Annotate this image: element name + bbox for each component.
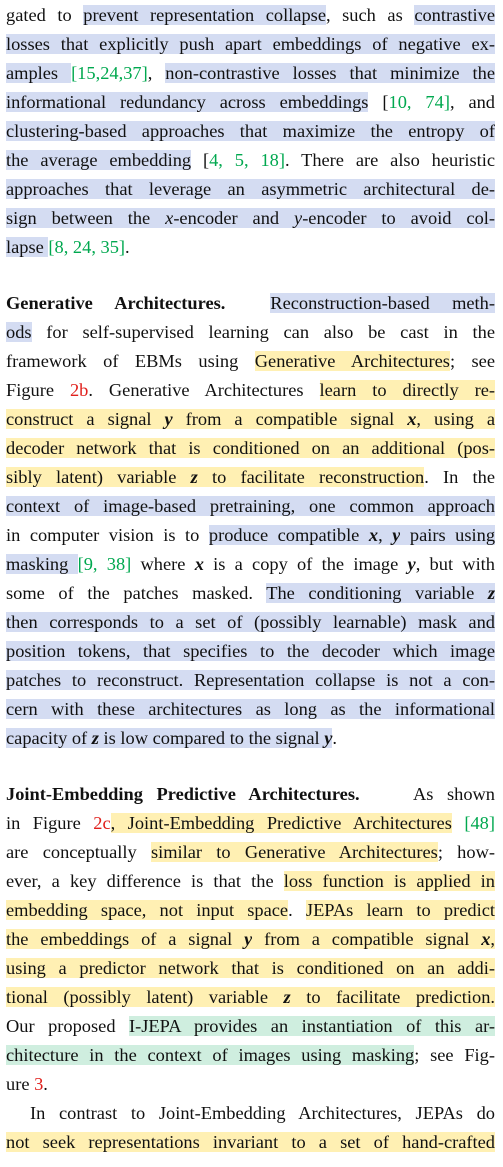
text: [ [368,92,389,112]
text [225,293,270,313]
text-line [6,348,495,374]
citation-link[interactable]: [9, [77,554,98,574]
math: y [244,929,253,949]
text: contrastive [414,5,495,25]
text-line [6,696,495,722]
text [223,150,235,170]
text-line [6,147,495,173]
text: embedding space, not input space [6,900,289,920]
text-line [6,551,495,577]
text: sign between the [6,208,166,228]
text-line [6,2,495,28]
text-line [6,205,495,231]
math: x [368,525,379,545]
text: . [125,237,130,257]
text: from a compatible signal [252,929,482,949]
text [452,813,464,833]
text: -encoder and [173,208,295,228]
text: ure [6,1074,35,1094]
text: , and [449,92,495,112]
text-line [6,1071,495,1097]
text-line [6,522,495,548]
math: y [392,525,401,545]
text: from a compatible signal [172,409,408,429]
text: , using a [416,409,495,429]
text: to facilitate reconstruction [197,467,425,487]
math: y [294,208,303,228]
citation-link[interactable]: [48] [464,813,495,833]
text: In contrast to Joint-Embedding Architectures, JEPAs do [30,1103,495,1123]
text: to facilitate prediction. [290,987,495,1007]
citation-link[interactable]: [15, [71,63,101,83]
text: . Generative Architectures [88,380,320,400]
text: . [332,728,337,748]
citation-link[interactable]: 35] [100,237,126,257]
text-line [6,290,495,316]
text: JEPAs learn to predict [305,900,495,920]
math: x [481,929,491,949]
math: x [194,554,204,574]
text: ; see Fig- [414,1045,495,1065]
citation-link[interactable]: 5, [234,150,249,170]
citation-link[interactable]: 24, [100,63,124,83]
text: in computer vision is to [6,525,209,545]
text: The conditioning variable [266,583,488,603]
text-line [6,810,495,836]
text: not seek representations invariant to a set of hand-crafted [6,1132,495,1152]
text: Generative Architectures [254,351,450,371]
text: ; see [449,351,495,371]
text-line [6,781,495,807]
text: then corresponds to a set of (possibly learnable) mask and [6,612,495,632]
text: ods [6,322,32,342]
citation-link[interactable]: 74] [425,92,450,112]
text: where [131,554,195,574]
math: y [324,728,333,748]
text-line [6,377,495,403]
text-line [6,435,495,461]
text: , [490,929,495,949]
text-line [6,89,495,115]
text-line [6,234,495,260]
text: the average embedding [6,150,192,170]
text: Our proposed [6,1016,130,1036]
text-line [6,1129,495,1155]
text: ever, a key difference is that the [6,871,284,891]
text: capacity of [6,728,92,748]
text-line [6,60,495,86]
text-line [6,176,495,202]
text-line [6,406,495,432]
text-line [6,868,495,894]
text-line [6,839,495,865]
text-line [6,31,495,57]
text: , such as [325,5,415,25]
text: As shown [359,784,495,804]
citation-link[interactable]: 24, [72,237,96,257]
citation-link[interactable]: [8, [48,237,69,257]
figure-link[interactable]: 2b [69,380,89,400]
text: , but with [415,554,495,574]
text-line [6,955,495,981]
text-line [6,638,495,664]
text-line [6,464,495,490]
text: position tokens, that specifies to the decoder which image [6,641,495,661]
text: losses that explicitly push apart embeddings of negative ex- [6,34,495,54]
text-line [6,319,495,345]
text: prevent representation collapse [83,5,326,25]
text: construct a signal [6,409,165,429]
math: x [407,409,417,429]
text: for self-supervised learning can also be cast in the [31,322,495,342]
text-line [6,118,495,144]
text: . [43,1074,48,1094]
text: non-contrastive losses that minimize the [165,63,495,83]
citation-link[interactable]: 38] [106,554,132,574]
text: -encoder to avoid col- [302,208,495,228]
text: is low compared to the signal [98,728,325,748]
section-heading: Joint-Embedding Predictive Architectures. [6,784,360,804]
text-line [6,984,495,1010]
text: cern with these architectures as long as the informational [6,699,495,719]
text [412,92,426,112]
citation-link[interactable]: 18] [260,150,285,170]
text: clustering-based approaches that maximize the entropy of [6,121,495,141]
section-heading: Generative Architectures. [6,293,226,313]
text: patches to reconstruct. Representation collapse is not a con- [6,670,495,690]
text-line [6,1013,495,1039]
math: y [164,409,173,429]
text: Figure [6,380,70,400]
text-line [6,725,495,751]
math: z [190,467,198,487]
text: decoder network that is conditioned on an additional (pos- [6,438,495,458]
figure-link[interactable]: 3 [34,1074,44,1094]
text-line [6,609,495,635]
math: y [407,554,416,574]
text: are conceptually [6,842,151,862]
text: I-JEPA provides an instantiation of this ar- [129,1016,495,1036]
text: , [378,525,393,545]
text: learn to directly re- [319,380,495,400]
text: ; how- [437,842,495,862]
text: . There are also heuristic [284,150,495,170]
text: approaches that leverage an asymmetric architectural de- [6,179,495,199]
text: in Figure [6,813,94,833]
text: some of the patches masked. [6,583,267,603]
math: x [165,208,174,228]
text: , [147,63,166,83]
citation-link[interactable]: 37] [123,63,148,83]
text: is a copy of the image [203,554,408,574]
text: sibly latent) variable [6,467,191,487]
text-line [6,667,495,693]
figure-link[interactable]: 2c [93,813,111,833]
text-line [6,1042,495,1068]
text: chitecture in the context of images using masking [6,1045,415,1065]
text-line [6,493,495,519]
text: similar to Generative Architectures [150,842,438,862]
math: z [91,728,99,748]
text: gated to [6,5,84,25]
text [98,554,107,574]
math: z [487,583,495,603]
text-line [6,926,495,952]
text: produce compatible [208,525,369,545]
text: pairs using [400,525,495,545]
text: the embeddings of a signal [6,929,245,949]
text: framework of EBMs using [6,351,255,371]
text: amples [6,63,72,83]
text-line [30,1100,495,1126]
text: . In the [424,467,495,487]
text: lapse [6,237,49,257]
text [249,150,261,170]
text-line [6,580,495,606]
text: using a predictor network that is conditioned on an addi- [6,958,495,978]
text: tional (possibly latent) variable [6,987,284,1007]
citation-link[interactable]: 4, [209,150,223,170]
text: . [288,900,306,920]
text: masking [6,554,78,574]
citation-link[interactable]: 10, [388,92,412,112]
math: z [283,987,291,1007]
text: [ [191,150,210,170]
text: informational redundancy across embeddings [6,92,369,112]
text: context of image-based pretraining, one common approach [6,496,495,516]
text-line [6,897,495,923]
text: , Joint-Embedding Predictive Architectures [110,813,452,833]
text: Reconstruction-based meth- [270,293,495,313]
text: loss function is applied in [283,871,495,891]
